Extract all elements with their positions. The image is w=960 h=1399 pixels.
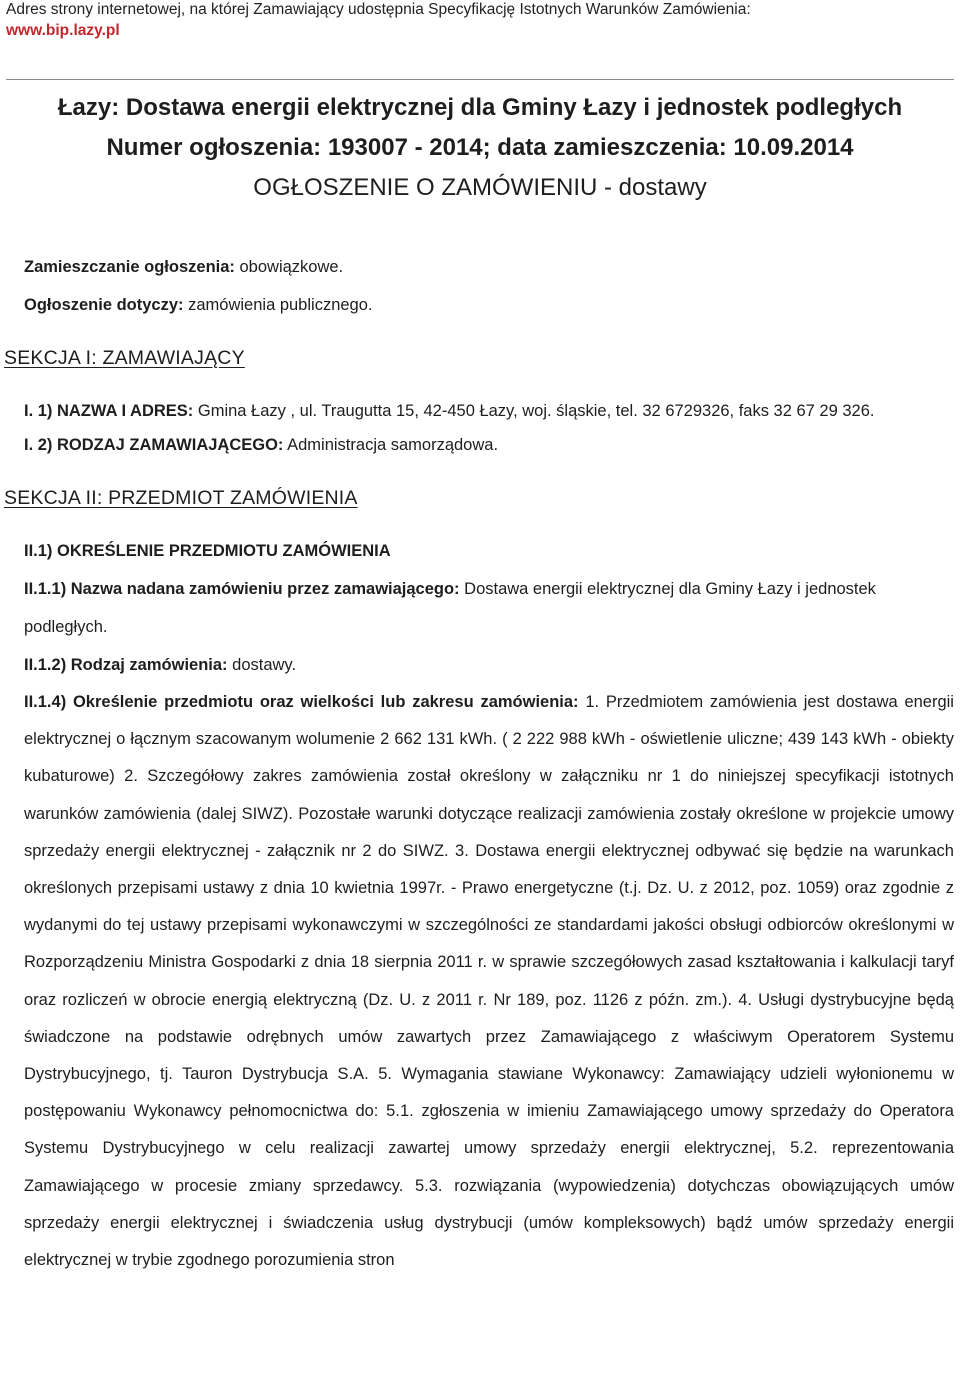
authority-type-label: I. 2) RODZAJ ZAMAWIAJĄCEGO: <box>24 436 284 454</box>
concerns-label: Ogłoszenie dotyczy: <box>24 296 184 314</box>
order-kind-row <box>24 646 954 684</box>
order-name-label: II.1.1) Nazwa nadana zamówieniu przez zamawiającego: <box>24 580 460 598</box>
notice-content <box>4 248 954 1279</box>
order-scope-value: 1. Przedmiotem zamówienia jest dostawa energii elektrycznej o łącznym szacowanym wolumenie 2 662 131 kWh. ( 2 222 988 kWh - oświetlenie uliczne; 439 143 kWh - obiekty kubaturowe) 2. Szczegółowy zakres zamówienia został określony w załączniku nr 1 do niniejszej specyfikacji istotnych warunków zamówienia (dalej SIWZ). Pozostałe warunki dotyczące realizacji zamówienia zostały określone w projekcie umowy sprzedaży energii elektrycznej - załącznik nr 2 do SIWZ. 3. Dostawa energii elektrycznej odbywać się będzie na warunkach określonych przepisami ustawy z dnia 10 kwietnia 1997r. - Prawo energetyczne (t.j. Dz. U. z 2012, poz. 1059) oraz zgodnie z wydanymi do tej ustawy przepisami wykonawczymi w szczególności ze standardami jakości obsługi odbiorców określonymi w Rozporządzeniu Ministra Gospodarki z dnia 18 sierpnia 2011 r. w sprawie szczegółowych zasad kształtowania i kalkulacji taryf oraz rozliczeń w obrocie energią elektryczną (Dz. U. z 2011 r. Nr 189, poz. 1126 z późn. zm.). 4. Usługi dystrybucyjne będą świadczone na podstawie odrębnych umów zawartych przez Zamawiającego z właściwym Operatorem Systemu Dystrybucyjnego, tj. Tauron Dystrybucja S.A. 5. Wymagania stawiane Wykonawcy: Zamawiający udzieli wyłonionemu w postępowaniu Wykonawcy pełnomocnictwa do: 5.1. zgłoszenia w imieniu Zamawiającego umowy sprzedaży do Operatora Systemu Dystrybucyjnego w celu realizacji zawartej umowy sprzedaży energii elektrycznej, 5.2. reprezentowania Zamawiającego w procesie zmiany sprzedawcy. 5.3. rozwiązania (wypowiedzenia) dotychczas obowiązujących umów sprzedaży energii elektrycznej i świadczenia usług dystrybucji (umów kompleksowych) bądź umów sprzedaży energii elektrycznej w trybie zgodnego porozumienia stron <box>24 693 954 1270</box>
notice-number-line: Numer ogłoszenia: 193007 - 2014; data zamieszczenia: 10.09.2014 <box>106 134 854 161</box>
authority-type-value: Administracja samorządowa. <box>287 436 499 454</box>
order-kind-label: II.1.2) Rodzaj zamówienia: <box>24 656 228 674</box>
header-divider <box>6 79 954 80</box>
posting-label: Zamieszczanie ogłoszenia: <box>24 258 235 276</box>
authority-name-label: I. 1) NAZWA I ADRES: <box>24 402 194 420</box>
site-header <box>6 0 956 42</box>
order-scope-row <box>24 684 954 1279</box>
section-2-heading: SEKCJA II: PRZEDMIOT ZAMÓWIENIA <box>4 487 358 509</box>
concerns-value: zamówienia publicznego. <box>188 296 373 314</box>
concerns-row <box>24 286 954 324</box>
posting-row <box>24 248 954 286</box>
notice-type-line: OGŁOSZENIE O ZAMÓWIENIU - dostawy <box>253 174 707 201</box>
order-kind-value: dostawy. <box>232 656 297 674</box>
subject-definition-heading: II.1) OKREŚLENIE PRZEDMIOTU ZAMÓWIENIA <box>24 542 391 560</box>
section-1-heading: SEKCJA I: ZAMAWIAJĄCY <box>4 347 245 369</box>
bip-url-link[interactable]: www.bip.lazy.pl <box>6 22 120 39</box>
authority-type-row <box>24 426 954 464</box>
notice-title <box>0 88 960 208</box>
contracting-authority-row <box>24 392 954 430</box>
order-name-value: Dostawa energii elektrycznej dla Gminy Łazy i jednostek podległych. <box>24 580 876 636</box>
authority-name-value: Gmina Łazy , ul. Traugutta 15, 42-450 Łazy, woj. śląskie, tel. 32 6729326, faks 32 67 29 326. <box>197 402 875 420</box>
posting-value: obowiązkowe. <box>239 258 344 276</box>
order-scope-label: II.1.4) Określenie przedmiotu oraz wielkości lub zakresu zamówienia: <box>24 693 579 711</box>
site-address-label: Adres strony internetowej, na której Zamawiający udostępnia Specyfikację Istotnych Warunków Zamówienia: <box>6 1 751 18</box>
order-name-row <box>24 570 954 646</box>
notice-title-line: Łazy: Dostawa energii elektrycznej dla Gminy Łazy i jednostek podległych <box>57 94 903 121</box>
